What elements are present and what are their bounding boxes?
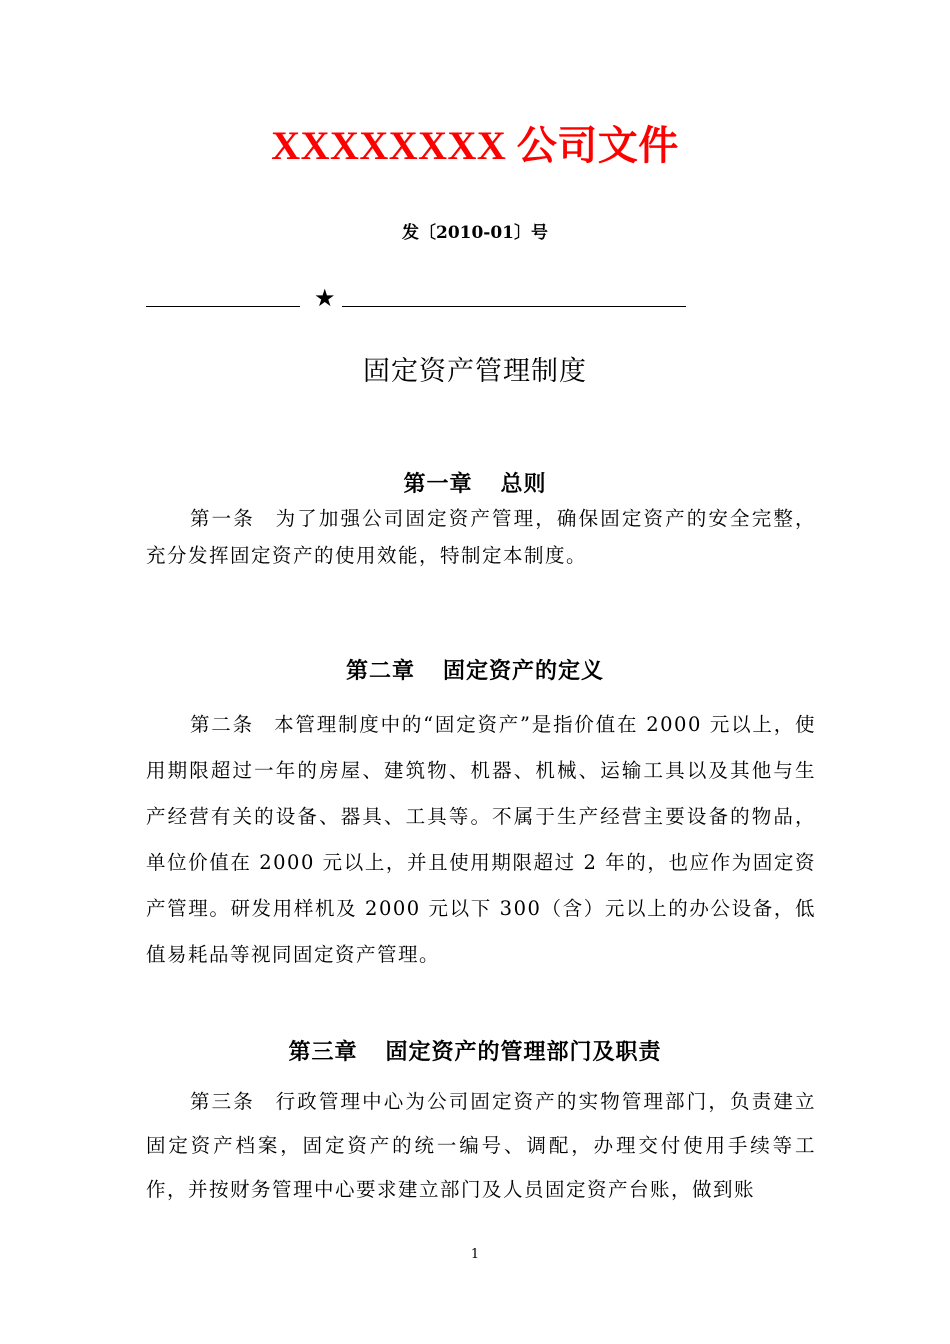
chapter-heading <box>0 1036 950 1068</box>
chapter-heading <box>0 655 950 687</box>
article-paragraph <box>146 702 816 978</box>
chapter-heading <box>0 468 950 500</box>
chapter-number: 第一章 <box>403 471 473 497</box>
article-paragraph <box>146 500 816 574</box>
article-label: 第三条 <box>190 1090 255 1113</box>
chapter-number: 第二章 <box>345 658 415 684</box>
chapter-number: 第三章 <box>288 1039 358 1065</box>
divider-line-right <box>342 306 686 307</box>
divider-line-left <box>146 306 300 307</box>
document-title: 固定资产管理制度 <box>363 356 587 387</box>
article-text: 行政管理中心为公司固定资产的实物管理部门，负责建立固定资产档案，固定资产的统一编号、调配，办理交付使用手续等工作，并按财务管理中心要求建立部门及人员固定资产台账，做到账 <box>146 1090 816 1201</box>
page-number: 1 <box>470 1247 480 1262</box>
article-label: 第一条 <box>190 507 255 530</box>
article-text: 为了加强公司固定资产管理，确保固定资产的安全完整，充分发挥固定资产的使用效能，特制定本制度。 <box>146 507 816 567</box>
chapter-title: 固定资产的管理部门及职责 <box>385 1039 662 1065</box>
article-label: 第二条 <box>190 713 254 736</box>
article-paragraph <box>146 1080 816 1212</box>
article-text: 本管理制度中的“固定资产”是指价值在 2000 元以上，使用期限超过一年的房屋、建筑物、机器、机械、运输工具以及其他与生产经营有关的设备、器具、工具等。不属于生产经营主要设备的物品，单位价值在 2000 元以上，并且使用期限超过 2 年的，也应作为固定资产管理。研发用样机及 2000 元以下 300（含）元以上的办公设备，低值易耗品等视同固定资产管理。 <box>146 713 816 966</box>
star-icon: ★ <box>314 284 336 312</box>
chapter-title: 固定资产的定义 <box>443 658 605 684</box>
header-divider <box>146 284 686 314</box>
chapter-title: 总则 <box>500 471 547 497</box>
document-number: 发〔2010-01〕号 <box>401 223 549 243</box>
company-file-header: XXXXXXXX 公司文件 <box>271 123 679 168</box>
